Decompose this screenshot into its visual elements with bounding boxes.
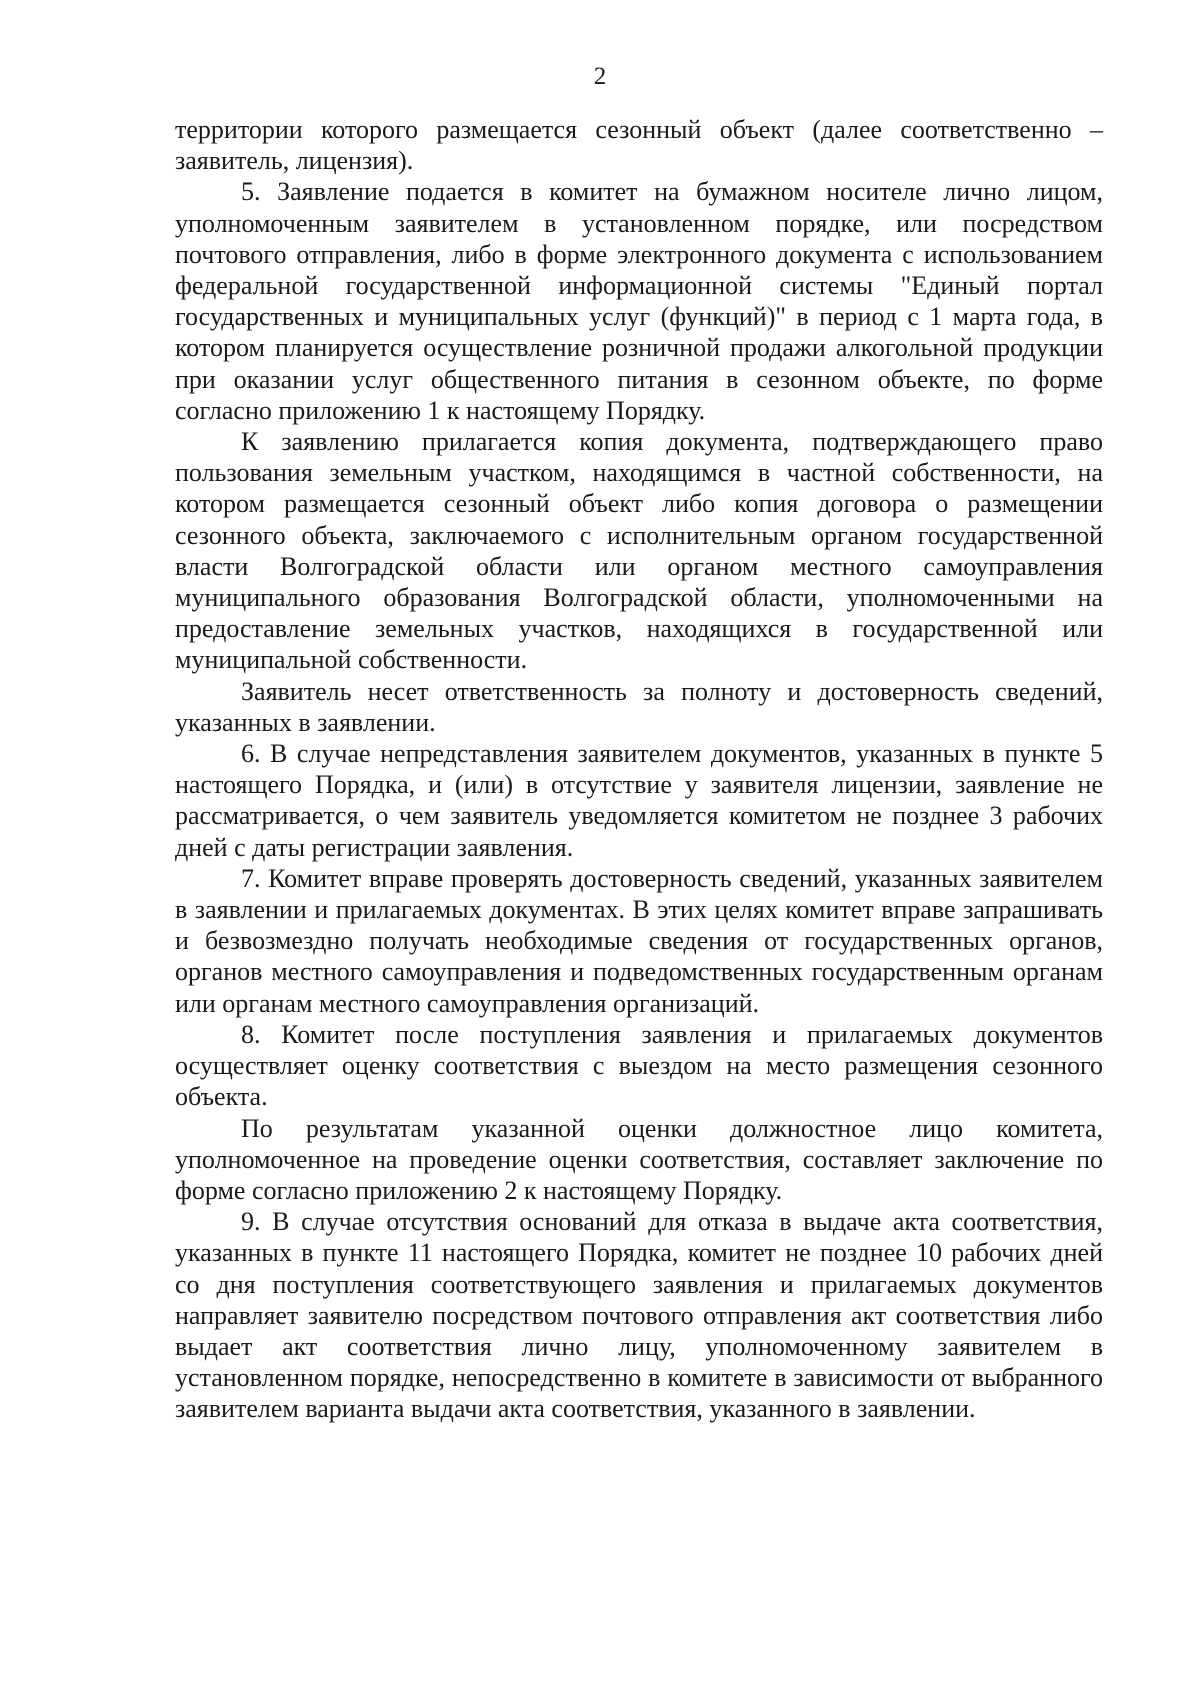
page-number: 2 xyxy=(593,63,607,90)
paragraph-item-8: 8. Комитет после поступления заявления и прилагаемых документов осуществляет оценку соответствия с выездом на место размещения сезонного объекта. xyxy=(175,1019,1103,1112)
paragraph-responsibility: Заявитель несет ответственность за полноту и достоверность сведений, указанных в заявлении. xyxy=(175,676,1103,737)
paragraph-item-6: 6. В случае непредставления заявителем документов, указанных в пункте 5 настоящего Порядка, и (или) в отсутствие у заявителя лицензии, заявление не рассматривается, о чем заявитель уведомляется комитетом не позднее 3 рабочих дней с даты регистрации заявления. xyxy=(175,739,1103,862)
paragraph-item-7: 7. Комитет вправе проверять достоверность сведений, указанных заявителем в заявлении и прилагаемых документах. В этих целях комитет вправе запрашивать и безвозмездно получать необходимые сведения от государственных органов, органов местного самоуправления и подведомственных государственным органам или органам местного самоуправления организаций. xyxy=(175,863,1103,1018)
paragraph-assessment-results: По результатам указанной оценки должностное лицо комитета, уполномоченное на проведение оценки соответствия, составляет заключение по форме согласно приложению 2 к настоящему Порядку. xyxy=(175,1113,1103,1205)
paragraph-item-5: 5. Заявление подается в комитет на бумажном носителе лично лицом, уполномоченным заявителем в установленном порядке, или посредством почтового отправления, либо в форме электронного документа с использованием федеральной государственной информационной системы "Единый портал государственных и муниципальных услуг (функций)" в период с 1 марта года, в котором планируется осуществление розничной продажи алкогольной продукции при оказании услуг общественного питания в сезонном объекте, по форме согласно приложению 1 к настоящему Порядку. xyxy=(175,177,1103,425)
paragraph-attachment: К заявлению прилагается копия документа, подтверждающего право пользования земельным участком, находящимся в частной собственности, на котором размещается сезонный объект либо копия договора о размещении сезонного объекта, заключаемого с исполнительным органом государственной власти Волгоградской области или органом местного самоуправления муниципального образования Волгоградской области, уполномоченными на предоставление земельных участков, находящихся в государственной или муниципальной собственности. xyxy=(175,427,1103,675)
paragraph-item-9: 9. В случае отсутствия оснований для отказа в выдаче акта соответствия, указанных в пункте 11 настоящего Порядка, комитет не позднее 10 рабочих дней со дня поступления соответствующего заявления и прилагаемых документов направляет заявителю посредством почтового отправления акт соответствия либо выдает акт соответствия лично лицу, уполномоченному заявителем в установленном порядке, непосредственно в комитете в зависимости от выбранного заявителем варианта выдачи акта соответствия, указанного в заявлении. xyxy=(175,1207,1103,1424)
document-body xyxy=(175,114,1103,1425)
paragraph-continuation: территории которого размещается сезонный объект (далее соответственно – заявитель, лицензия). xyxy=(175,115,1103,176)
